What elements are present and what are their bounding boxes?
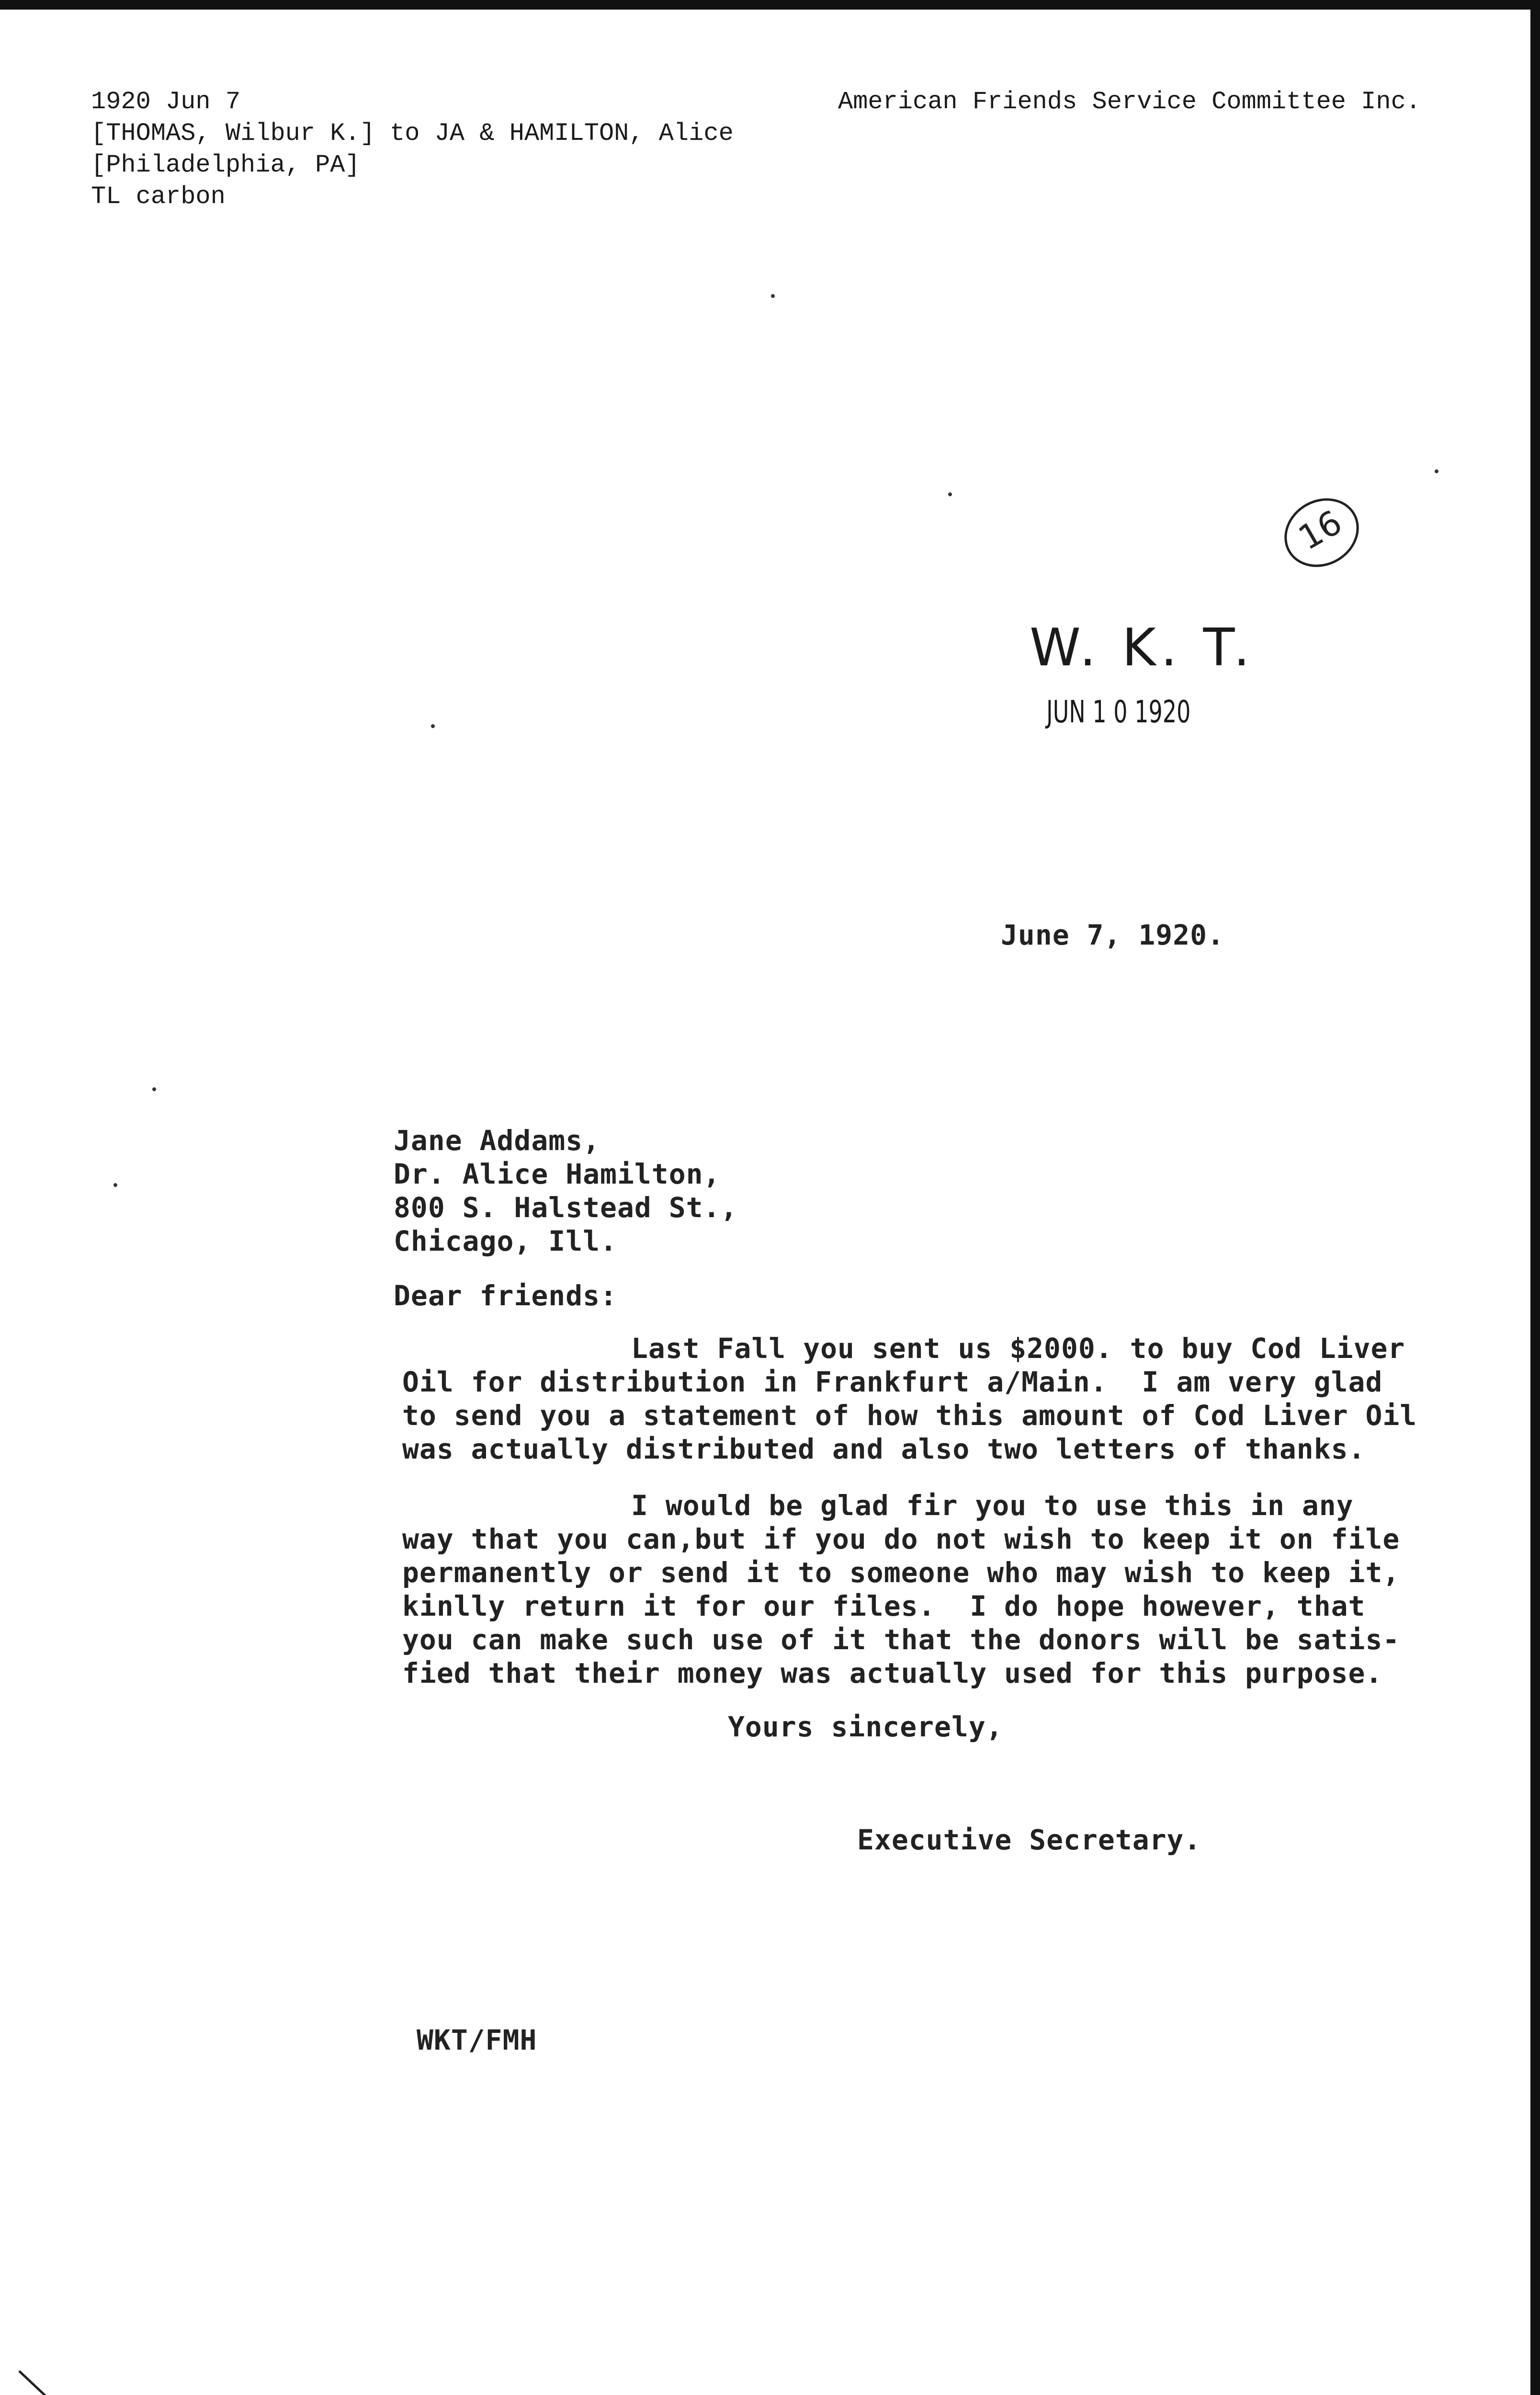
address-line-1: Jane Addams, [394, 1124, 600, 1157]
address-line-4: Chicago, Ill. [394, 1225, 617, 1257]
header-correspondents: [THOMAS, Wilbur K.] to JA & HAMILTON, Alice [91, 119, 734, 148]
header-organization: American Friends Service Committee Inc. [838, 88, 1421, 116]
paragraph1-line-4: was actually distributed and also two letters of thanks. [402, 1433, 1366, 1465]
signature-title: Executive Secretary. [857, 1824, 1201, 1856]
closing: Yours sincerely, [728, 1711, 1003, 1743]
stamp-received-date: JUN 1 0 1920 [1046, 695, 1191, 730]
paragraph2-line-2: way that you can,but if you do not wish to keep it on file [402, 1523, 1400, 1555]
scan-speck [771, 294, 775, 298]
paragraph1-line-2: Oil for distribution in Frankfurt a/Main. I am very glad [402, 1366, 1383, 1398]
handwritten-page-number [1274, 489, 1370, 575]
header-date: 1920 Jun 7 [91, 88, 241, 116]
paragraph2-line-1: I would be glad fir you to use this in any [631, 1489, 1354, 1522]
paragraph2-line-3: permanently or send it to someone who may wish to keep it, [402, 1556, 1400, 1589]
scan-speck [948, 492, 952, 496]
reference-initials: WKT/FMH [417, 2024, 537, 2056]
letter-date: June 7, 1920. [1001, 919, 1224, 951]
corner-pencil-mark [14, 2366, 110, 2395]
salutation: Dear friends: [394, 1279, 617, 1312]
header-place: [Philadelphia, PA] [91, 151, 360, 179]
scan-border-right [1530, 0, 1540, 2395]
paragraph2-line-6: fied that their money was actually used for this purpose. [402, 1657, 1383, 1689]
scan-speck [152, 1087, 156, 1091]
stamp-initials: W. K. T. [1030, 618, 1255, 678]
scan-border-top [0, 0, 1540, 10]
scan-speck [1435, 469, 1438, 473]
paragraph2-line-5: you can make such use of it that the donors will be satis- [402, 1623, 1400, 1656]
scan-speck [431, 724, 435, 728]
address-line-2: Dr. Alice Hamilton, [394, 1158, 721, 1190]
paragraph1-line-1: Last Fall you sent us $2000. to buy Cod Liver [631, 1332, 1405, 1365]
header-doc-type: TL carbon [91, 182, 226, 211]
paragraph2-line-4: kinlly return it for our files. I do hope however, that [402, 1590, 1366, 1622]
svg-text:16: 16 [1291, 502, 1349, 558]
paragraph1-line-3: to send you a statement of how this amount of Cod Liver Oil [402, 1399, 1417, 1432]
scan-speck [113, 1183, 117, 1187]
address-line-3: 800 S. Halstead St., [394, 1191, 738, 1224]
